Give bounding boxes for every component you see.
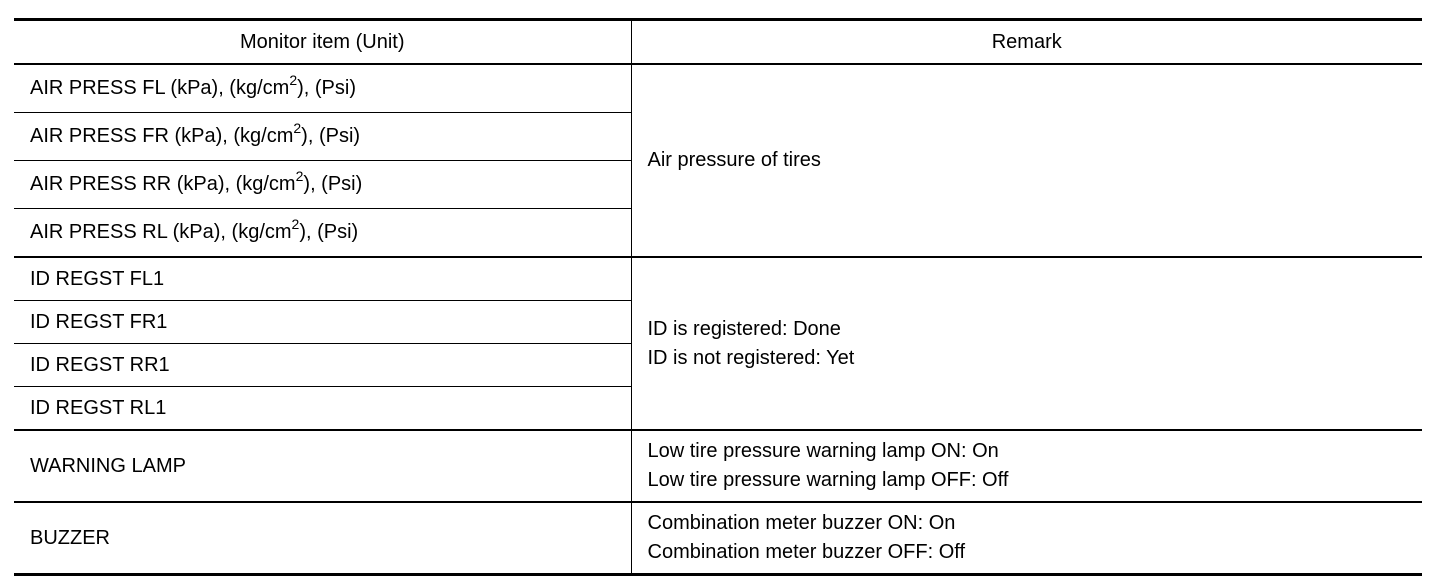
monitor-item-id-regst-fl1: ID REGST FL1 <box>14 257 631 301</box>
table-row <box>14 430 1422 502</box>
monitor-item-air-press-rr: AIR PRESS RR (kPa), $(kg/cm^2)$, (Psi) <box>14 161 631 209</box>
monitor-item-buzzer: BUZZER <box>14 502 631 575</box>
header-row <box>14 20 1422 65</box>
monitor-item-air-press-fl: AIR PRESS FL (kPa), $(kg/cm^2)$, (Psi) <box>14 64 631 113</box>
remark-buzzer <box>631 502 1422 575</box>
header-remark: Remark <box>631 20 1422 65</box>
monitor-item-id-regst-fr1: ID REGST FR1 <box>14 301 631 344</box>
table-row <box>14 257 1422 301</box>
remark-id-regst <box>631 257 1422 430</box>
monitor-item-air-press-fr: AIR PRESS FR (kPa), $(kg/cm^2)$, (Psi) <box>14 113 631 161</box>
remark-line: ID is registered: Done <box>647 317 841 340</box>
monitor-item-air-press-rl: AIR PRESS RL (kPa), $(kg/cm^2)$, (Psi) <box>14 209 631 258</box>
table-row <box>14 64 1422 113</box>
remark-line: Combination meter buzzer OFF: Off <box>647 541 966 563</box>
header-monitor-item: Monitor item (Unit) <box>14 20 631 65</box>
table-row <box>14 502 1422 575</box>
remark-line: Low tire pressure warning lamp ON: On <box>647 440 999 462</box>
remark-warning-lamp <box>631 430 1422 502</box>
remark-line: Combination meter buzzer ON: On <box>647 512 956 534</box>
remark-air-pressure: Air pressure of tires <box>631 64 1422 257</box>
monitor-item-id-regst-rr1: ID REGST RR1 <box>14 344 631 387</box>
monitor-item-warning-lamp: WARNING LAMP <box>14 430 631 502</box>
monitor-item-id-regst-rl1: ID REGST RL1 <box>14 387 631 431</box>
remark-line: ID is not registered: Yet <box>647 346 855 369</box>
monitor-item-table <box>14 18 1422 576</box>
remark-line: Low tire pressure warning lamp OFF: Off <box>647 469 1009 491</box>
